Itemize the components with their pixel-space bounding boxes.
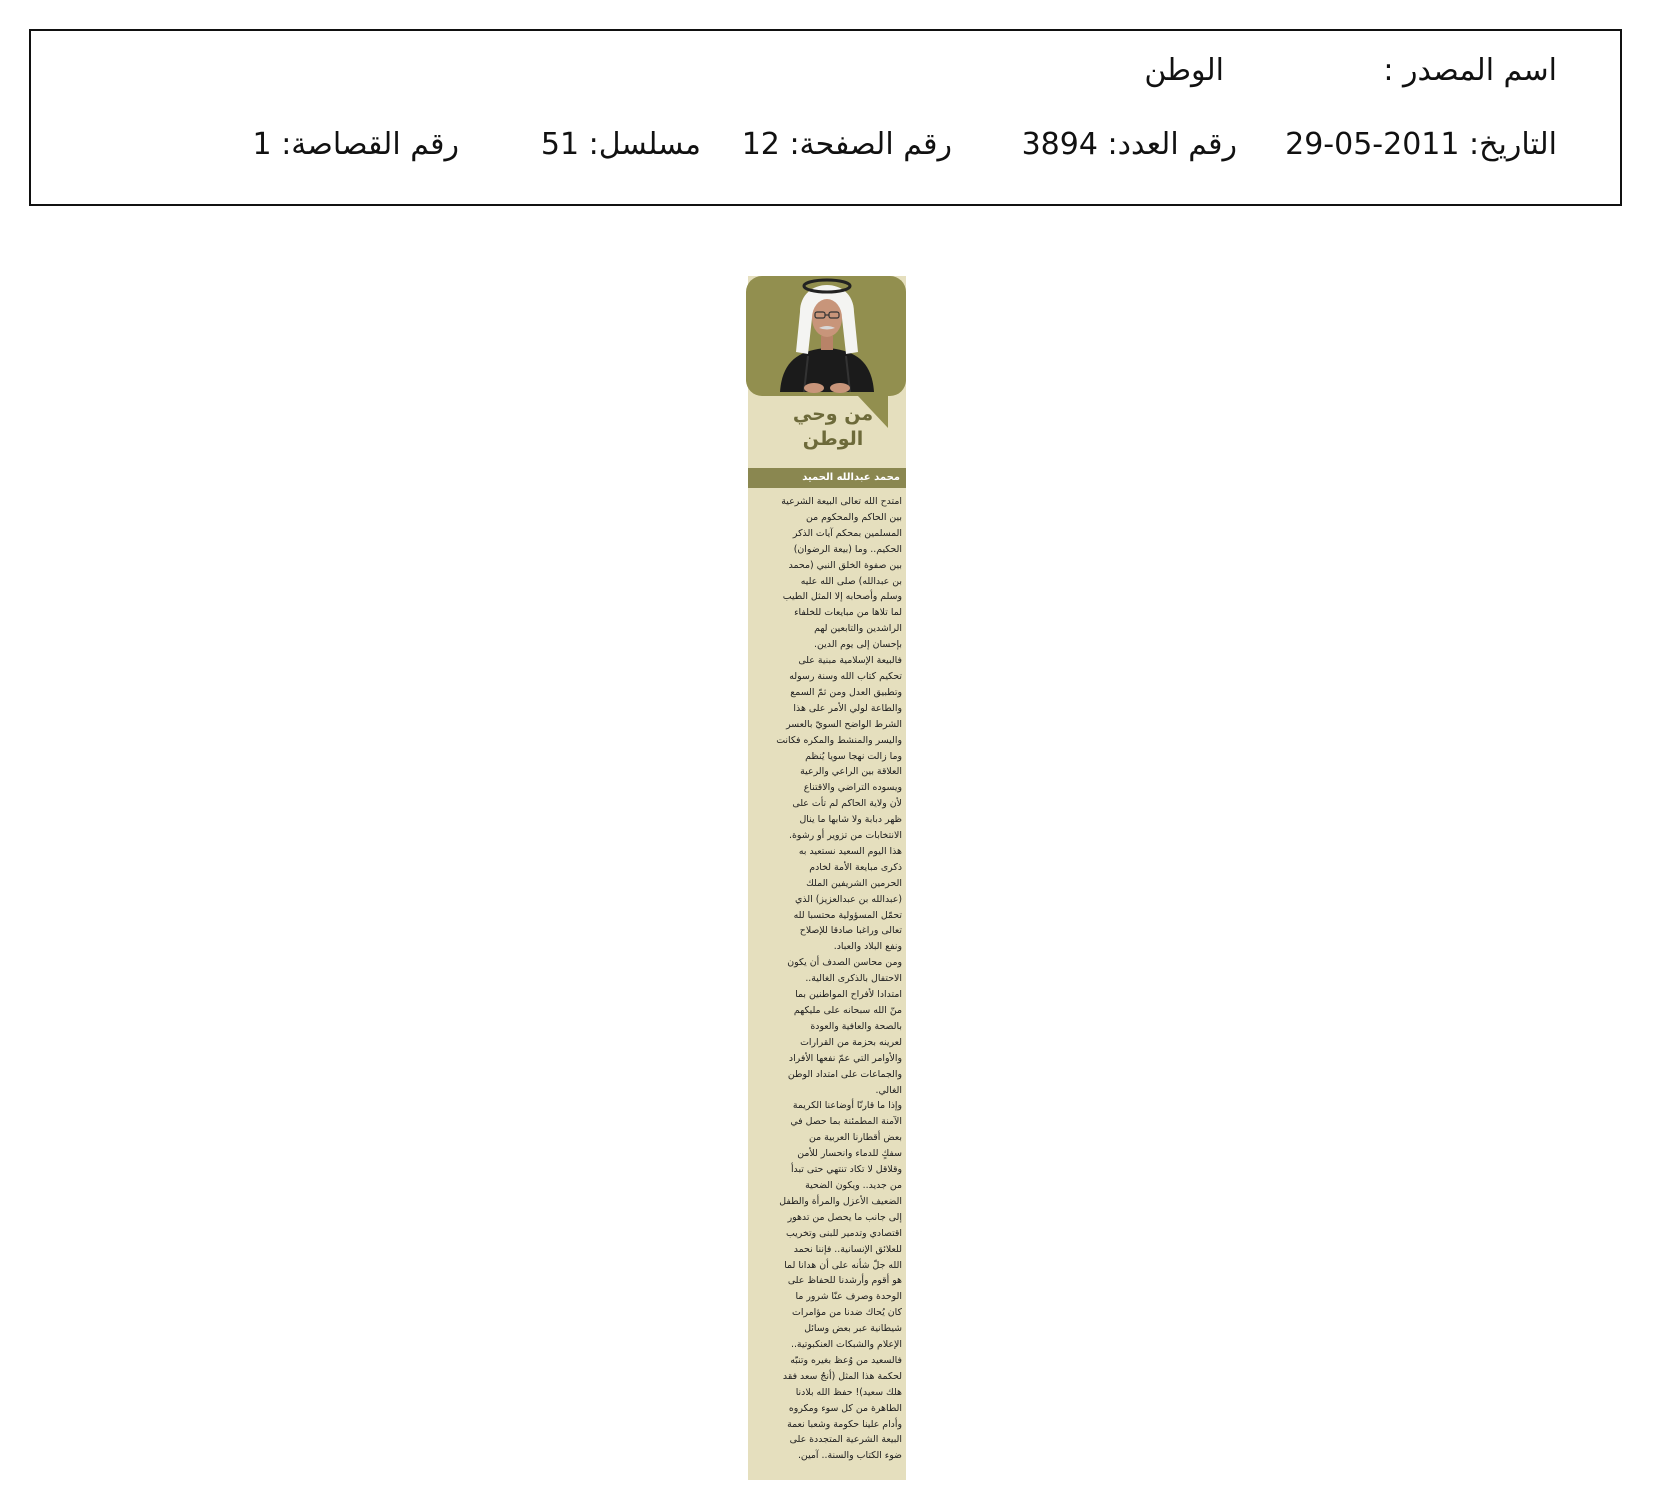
article-line: هذا اليوم السعيد نستعيد به: [798, 845, 902, 857]
article-line: وأدام علينا حكومة وشعبا نعمة: [787, 1418, 902, 1430]
article-line: وقلاقل لا تكاد تنتهي حتى تبدأ: [790, 1164, 902, 1176]
article-line: (عبدالله بن عبدالعزيز) الذي: [795, 893, 902, 905]
article-line: وما زالت نهجا سويا يُنظم: [805, 750, 902, 762]
clipping-info-box: [29, 29, 1622, 206]
article-line: فالسعيد من وُعظ بغيره وتنبّه: [790, 1354, 902, 1366]
article-line: ضوء الكتاب والسنة.. آمين.: [797, 1450, 902, 1462]
article-line: ونفع البلاد والعباد.: [833, 941, 902, 953]
serial-field: [541, 127, 701, 163]
article-line: والجماعات على امتداد الوطن: [787, 1068, 902, 1080]
article-line: المسلمين بمحكم آيات الذكر: [792, 527, 902, 539]
article-line: الانتخابات من تزوير أو رشوة.: [788, 830, 902, 842]
article-line: تعالى وراغبا صادقا للإصلاح: [799, 925, 902, 937]
column-title-line2: الوطن: [802, 428, 864, 450]
article-line: كان يُحاك ضدنا من مؤامرات: [792, 1307, 902, 1319]
article-line: بين صفوة الخلق النبي (محمد: [788, 559, 902, 571]
article-body: [752, 494, 902, 1464]
clip-value: 1: [252, 127, 272, 162]
issue-value: 3894: [1021, 127, 1098, 162]
article-line: فالبيعة الإسلامية مبنية على: [798, 655, 902, 667]
article-line: البيعة الشرعية المتجددة على: [789, 1434, 902, 1446]
article-line: الإعلام والشبكات العنكبوتية..: [790, 1339, 902, 1351]
page-label: رقم الصفحة:: [789, 127, 952, 162]
article-line: من جديد.. ويكون الضحية: [805, 1179, 902, 1191]
article-line: ظهر دبابة ولا شابها ما ينال: [799, 814, 902, 826]
article-line: الشرط الواضح السويّ بالعسر: [786, 718, 902, 730]
serial-label: مسلسل:: [588, 127, 701, 162]
article-line: الضعيف الأعزل والمرأة والطفل: [779, 1195, 902, 1207]
article-line: تحمّل المسؤولية محتسبا لله: [793, 909, 902, 921]
article-line: اقتصادي وتدمير للبنى وتخريب: [785, 1227, 902, 1239]
article-line: لعرينه بحزمة من القرارات: [800, 1036, 902, 1048]
article-line: الله جلّ شأنه على أن هدانا لما: [784, 1259, 902, 1271]
article-line: الاحتفال بالذكرى الغالية..: [805, 973, 902, 985]
date-field: [1285, 127, 1557, 163]
article-line: بن عبدالله) صلى الله عليه: [800, 575, 902, 587]
article-line: بعض أقطارنا العربية من: [809, 1132, 902, 1144]
date-value: 29-05-2011: [1285, 127, 1460, 162]
page-field: [742, 127, 952, 163]
column-title-line1: من وحي: [792, 403, 874, 425]
article-line: الآمنة المطمئنة بما حصل في: [790, 1116, 902, 1128]
issue-field: [1022, 127, 1237, 163]
clip-field: [253, 127, 459, 163]
article-line: الوحدة وصرف عنّا شرور ما: [795, 1291, 902, 1303]
article-line: ومن محاسن الصدف أن يكون: [787, 957, 902, 969]
article-line: وسلم وأصحابه إلا المثل الطيب: [782, 591, 902, 603]
source-value: الوطن: [1144, 53, 1224, 88]
article-line: تحكيم كتاب الله وسنة رسوله: [789, 670, 902, 682]
article-line: وإذا ما قارنّا أوضاعنا الكريمة: [792, 1100, 902, 1112]
article-line: الطاهرة من كل سوء ومكروه: [788, 1402, 902, 1414]
article-line: بإحسان إلى يوم الدين.: [814, 639, 902, 651]
article-line: بالصحة والعافية والعودة: [810, 1020, 902, 1032]
article-line: منّ الله سبحانه على مليكهم: [793, 1005, 902, 1016]
article-line: واليسر والمنشط والمكره فكانت: [776, 734, 902, 746]
article-line: شيطانية عبر بعض وسائل: [804, 1323, 902, 1335]
article-line: هو أقوم وأرشدنا للحفاظ على: [787, 1275, 902, 1287]
article-line: امتدح الله تعالى البيعة الشرعية: [781, 496, 902, 507]
article-line: والطاعة لولي الأمر على هذا: [793, 702, 902, 714]
article-line: إلى جانب ما يحصل من تدهور: [787, 1211, 902, 1223]
column-title: [778, 402, 888, 452]
article-line: الحرمين الشريفين الملك: [806, 877, 902, 889]
date-label: التاريخ:: [1469, 127, 1557, 162]
article-line: ذكرى مبايعة الأمة لخادم: [809, 861, 902, 873]
article-line: امتدادا لأفراح المواطنين بما: [795, 989, 902, 1001]
article-line: لحكمة هذا المثل (أنجُ سعد فقد: [782, 1370, 902, 1382]
article-line: الراشدين والتابعين لهم: [814, 623, 902, 635]
article-line: هلك سعيد)! حفظ الله بلادنا: [795, 1386, 902, 1398]
newspaper-clipping: [738, 252, 916, 1482]
article-line: الحكيم.. وما (بيعة الرضوان): [793, 543, 902, 555]
article-line: الغالي.: [875, 1084, 902, 1096]
issue-label: رقم العدد:: [1107, 127, 1237, 162]
source-label: اسم المصدر :: [1383, 53, 1557, 88]
article-line: ويسوده التراضي والاقتناع: [803, 782, 902, 794]
article-line: للعلائق الإنسانية.. فإننا نحمد: [793, 1243, 902, 1255]
page-value: 12: [741, 127, 780, 162]
article-line: لما تلاها من مبايعات للخلفاء: [794, 607, 902, 619]
article-line: لأن ولاية الحاكم لم تأت على: [792, 798, 902, 810]
article-line: بين الحاكم والمحكوم من: [805, 511, 902, 523]
article-line: والأوامر التي عمّ نفعها الأفراد: [788, 1052, 902, 1064]
article-line: سفكٍ للدماء وانحسار للأمن: [797, 1148, 902, 1160]
serial-value: 51: [540, 127, 580, 162]
article-line: وتطبيق العدل ومن ثمّ السمع: [790, 686, 902, 698]
clip-label: رقم القصاصة:: [281, 127, 459, 162]
author-name: محمد عبدالله الحميد: [748, 468, 906, 488]
article-line: العلاقة بين الراعي والرعية: [800, 766, 902, 778]
